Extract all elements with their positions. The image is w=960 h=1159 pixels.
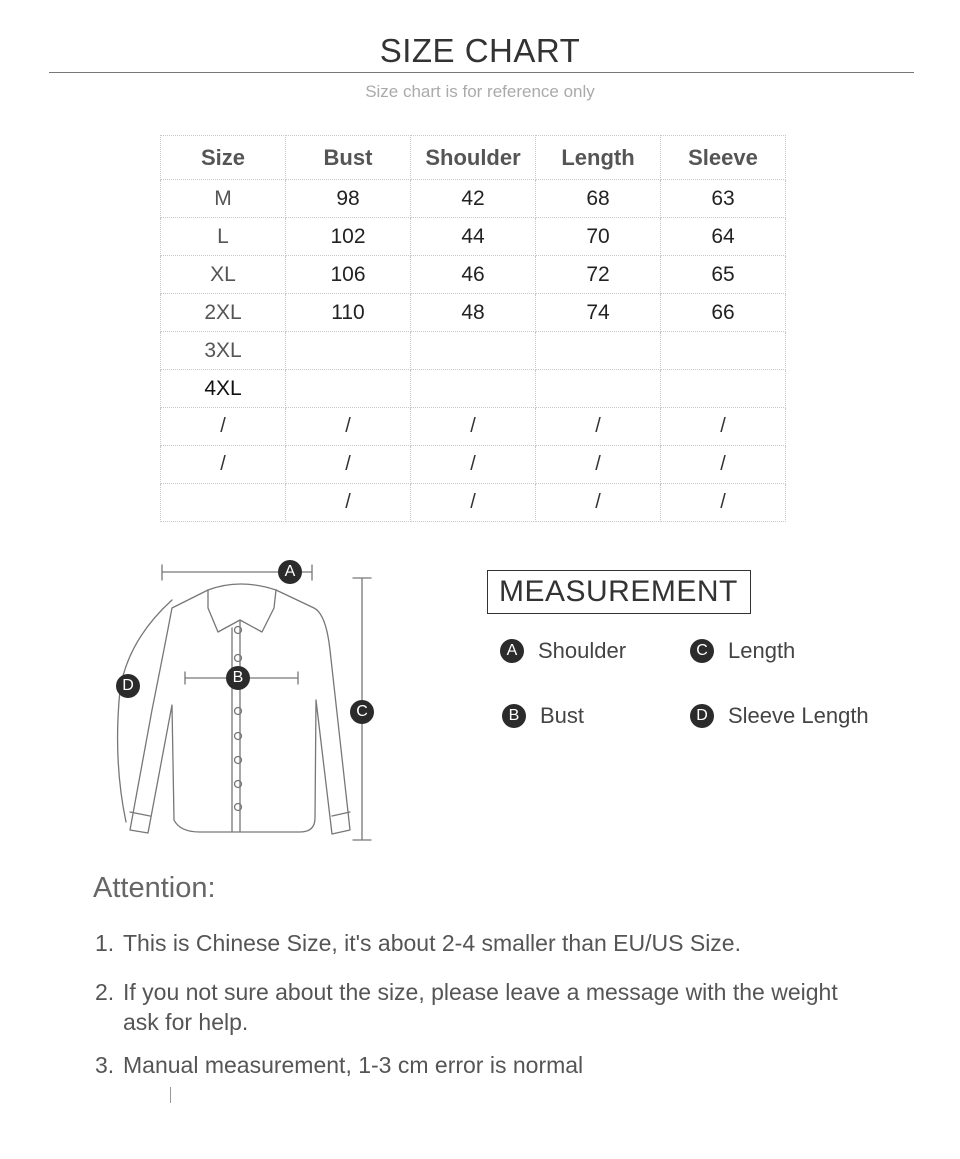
sleeve-cell: / [661,484,786,522]
bust-cell: / [286,408,411,446]
table-row [161,446,786,484]
page-title: SIZE CHART [379,32,581,69]
bust-cell: / [286,484,411,522]
sleeve-cell [661,332,786,370]
note-number: 3. [95,1052,115,1078]
attention-note [95,928,863,958]
legend-label: Shoulder [538,638,627,663]
header-sleeve: Sleeve [661,136,786,180]
legend-label: Sleeve Length [728,703,869,728]
size-cell: / [161,446,286,484]
legend-shoulder [500,638,626,664]
length-cell: / [536,484,661,522]
header-bust: Bust [286,136,411,180]
table-row [161,408,786,446]
shoulder-cell: / [411,484,536,522]
bust-cell: 102 [286,218,411,256]
size-cell: 4XL [161,370,286,408]
shoulder-cell: 42 [411,180,536,218]
table-row [161,370,786,408]
sleeve-cell [661,370,786,408]
divider-tick [170,1087,171,1103]
length-cell: / [536,446,661,484]
shirt-outline-icon [100,550,400,850]
bust-cell [286,332,411,370]
note-text: Manual measurement, 1-3 cm error is normal [123,1052,584,1078]
legend-marker: D [690,704,714,728]
size-cell: 3XL [161,332,286,370]
table-row [161,180,786,218]
sleeve-cell: 64 [661,218,786,256]
length-cell: 70 [536,218,661,256]
page-subtitle: Size chart is for reference only [365,82,595,101]
header-shoulder: Shoulder [411,136,536,180]
marker-c: C [350,700,374,724]
attention-note [95,977,843,1037]
legend-marker: C [690,639,714,663]
table-row [161,256,786,294]
legend-marker: B [502,704,526,728]
shirt-measurement-diagram [100,550,400,850]
shoulder-cell: 44 [411,218,536,256]
shoulder-cell [411,332,536,370]
size-cell: / [161,408,286,446]
sleeve-cell: / [661,446,786,484]
note-text: If you not sure about the size, please leave a message with the weight ask for help. [123,979,838,1035]
sleeve-cell: 63 [661,180,786,218]
shoulder-cell: 46 [411,256,536,294]
bust-cell [286,370,411,408]
table-row [161,218,786,256]
legend-label: Bust [540,703,585,728]
legend-marker: A [500,639,524,663]
shoulder-cell: 48 [411,294,536,332]
table-row [161,484,786,522]
bust-cell: 110 [286,294,411,332]
bust-cell: 106 [286,256,411,294]
marker-a: A [278,560,302,584]
table-row [161,332,786,370]
shoulder-cell: / [411,446,536,484]
shoulder-cell: / [411,408,536,446]
size-table [160,135,786,522]
length-cell: 74 [536,294,661,332]
table-header-row [161,136,786,180]
length-cell: 68 [536,180,661,218]
legend-bust [502,703,584,729]
sleeve-cell: 65 [661,256,786,294]
shoulder-cell [411,370,536,408]
attention-note [95,1050,863,1080]
length-cell: 72 [536,256,661,294]
marker-d: D [116,674,140,698]
table-row [161,294,786,332]
sleeve-cell: / [661,408,786,446]
attention-heading: Attention: [93,872,216,904]
length-cell [536,370,661,408]
bust-cell: 98 [286,180,411,218]
note-number: 2. [95,979,115,1005]
bust-cell: / [286,446,411,484]
sleeve-cell: 66 [661,294,786,332]
legend-sleeve-length [690,703,869,729]
size-cell [161,484,286,522]
marker-b: B [226,666,250,690]
legend-label: Length [728,638,796,663]
size-cell: L [161,218,286,256]
measurement-title: MEASUREMENT [487,570,751,614]
legend-length [690,638,795,664]
header-size: Size [161,136,286,180]
size-cell: 2XL [161,294,286,332]
header-length: Length [536,136,661,180]
length-cell [536,332,661,370]
title-divider [49,72,914,73]
size-cell: M [161,180,286,218]
size-cell: XL [161,256,286,294]
note-text: This is Chinese Size, it's about 2-4 smaller than EU/US Size. [123,930,741,956]
length-cell: / [536,408,661,446]
note-number: 1. [95,930,115,956]
